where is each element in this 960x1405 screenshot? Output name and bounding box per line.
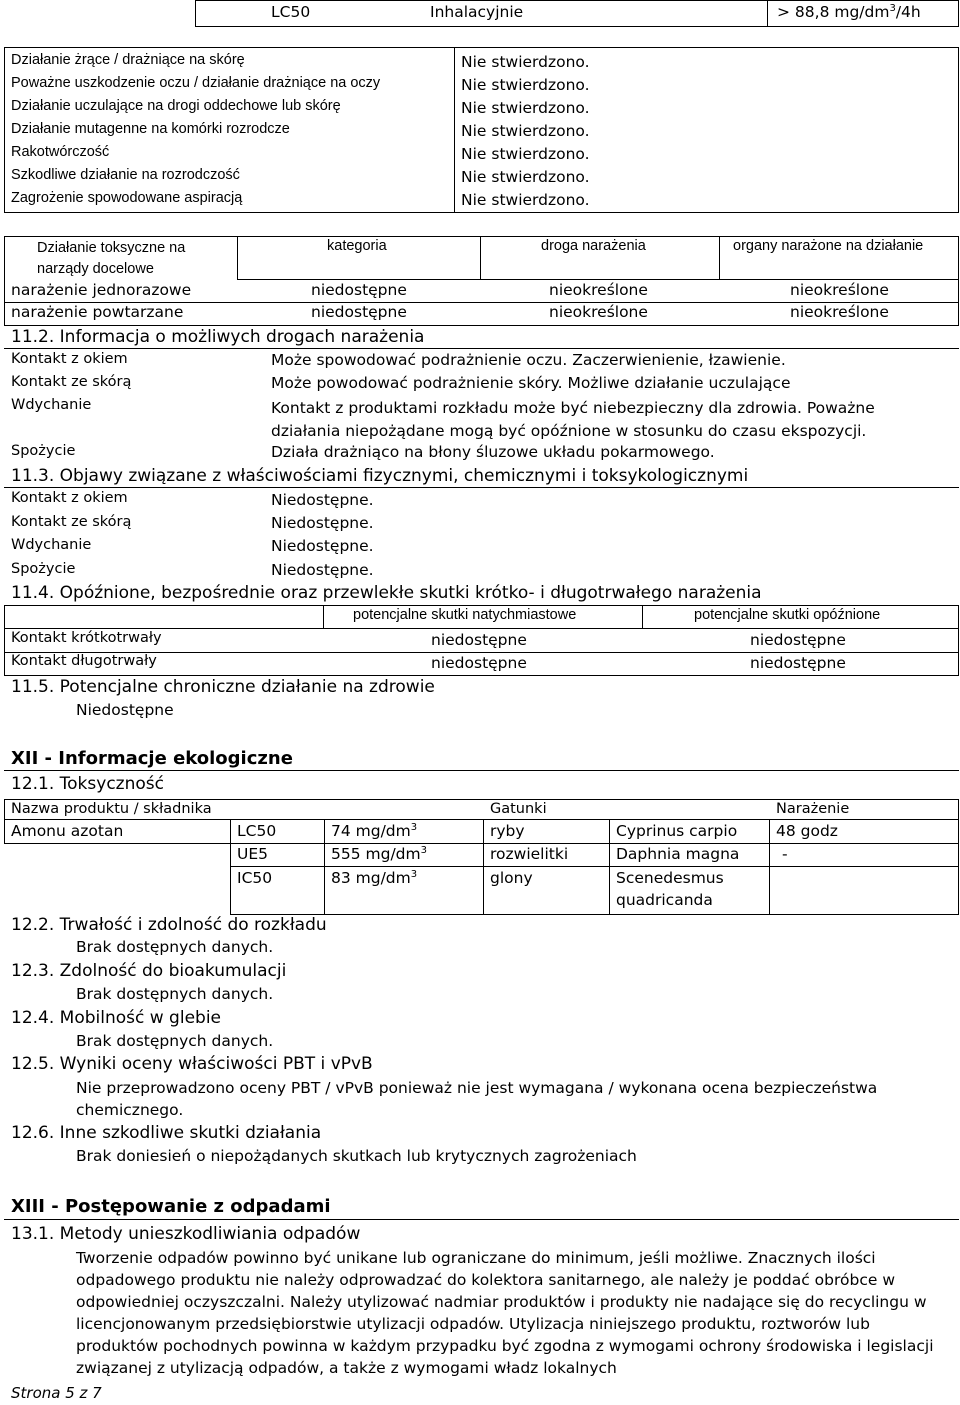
stot-row-repeated-category: niedostępne xyxy=(311,303,407,321)
stot-row-single-organs: nieokreślone xyxy=(790,281,889,299)
symptom-inhalation-value: Niedostępne. xyxy=(271,537,374,555)
stot-row-single-label: narażenie jednorazowe xyxy=(11,281,192,299)
symptom-eye-value: Niedostępne. xyxy=(271,491,374,509)
stot-header-category: kategoria xyxy=(327,238,387,254)
stot-row-single-category: niedostępne xyxy=(311,281,407,299)
delayed-effects-col-delayed: potencjalne skutki opóźnione xyxy=(694,607,881,623)
page-number: Strona 5 z 7 xyxy=(11,1384,102,1402)
exposure-inhalation-label: Wdychanie xyxy=(11,397,92,413)
header-metric: LC50 xyxy=(271,3,311,21)
exposure-ingestion-label: Spożycie xyxy=(11,443,76,459)
tox-row-daphnia-group: rozwielitki xyxy=(490,845,569,863)
stot-row-repeated-route: nieokreślone xyxy=(549,303,648,321)
exposure-skin-label: Kontakt ze skórą xyxy=(11,374,132,390)
tox-row-daphnia-exposure: - xyxy=(782,845,788,863)
hazard-row-label: Działanie żrące / drażniące na skórę xyxy=(11,52,245,68)
exposure-eye-value: Może spowodować podrażnienie oczu. Zaczerwienienie, łzawienie. xyxy=(271,351,786,369)
tox-header-exposure: Narażenie xyxy=(776,801,850,817)
hazard-row-label: Działanie mutagenne na komórki rozrodcze xyxy=(11,121,290,137)
tox-row-fish-group: ryby xyxy=(490,822,525,840)
tox-row-algae-metric: IC50 xyxy=(237,869,273,887)
tox-row-algae-value: 83 $mg/dm^3$ xyxy=(331,869,418,887)
hazard-row-value: Nie stwierdzono. xyxy=(461,76,590,94)
symptom-skin-value: Niedostępne. xyxy=(271,514,374,532)
section-12-5-title: 12.5. Wyniki oceny właściwości PBT i vPvB xyxy=(11,1054,373,1074)
header-value: > 88,8 $mg/dm^3/4h$ xyxy=(777,3,921,21)
exposure-eye-label: Kontakt z okiem xyxy=(11,351,128,367)
section-11-5-text: Niedostępne xyxy=(76,701,174,719)
symptom-ingestion-label: Spożycie xyxy=(11,561,76,577)
tox-row-daphnia-value: 555 $mg/dm^3$ xyxy=(331,845,427,863)
short-term-delayed: niedostępne xyxy=(750,631,846,649)
tox-row-algae-species-1: Scenedesmus xyxy=(616,869,724,887)
hazard-row-label: Szkodliwe działanie na rozrodczość xyxy=(11,167,240,183)
stot-row-single-route: nieokreślone xyxy=(549,281,648,299)
section-12-6-text: Brak doniesień o niepożądanych skutkach lub krytycznych zagrożeniach xyxy=(76,1147,637,1165)
long-term-label: Kontakt długotrwały xyxy=(11,653,157,669)
exposure-skin-value: Może powodować podrażnienie skóry. Możliwe działanie uczulające xyxy=(271,374,791,392)
section-12-2-title: 12.2. Trwałość i zdolność do rozkładu xyxy=(11,915,327,935)
long-term-immediate: niedostępne xyxy=(431,654,527,672)
tox-header-product: Nazwa produktu / składnika xyxy=(11,801,212,817)
symptom-skin-label: Kontakt ze skórą xyxy=(11,514,132,530)
tox-row-fish-metric: LC50 xyxy=(237,822,277,840)
stot-header-target-organs: Działanie toksyczne na narządy docelowe xyxy=(37,240,186,277)
section-11-5-title: 11.5. Potencjalne chroniczne działanie na zdrowie xyxy=(11,677,435,697)
section-12-3-title: 12.3. Zdolność do bioakumulacji xyxy=(11,961,287,981)
tox-header-species: Gatunki xyxy=(490,801,547,817)
hazard-row-label: Zagrożenie spowodowane aspiracją xyxy=(11,190,243,206)
stot-header-organs: organy narażone na działanie xyxy=(733,238,924,254)
long-term-delayed: niedostępne xyxy=(750,654,846,672)
exposure-inhalation-value: Kontakt z produktami rozkładu może być niebezpieczny dla zdrowia. Poważne działania niepożądane mogą być opóźnione w stosunku do czasu ekspozycji. xyxy=(271,399,875,440)
tox-row-algae-group: glony xyxy=(490,869,533,887)
stot-row-repeated-label: narażenie powtarzane xyxy=(11,303,184,321)
section-12-heading: XII - Informacje ekologiczne xyxy=(11,748,293,769)
section-12-3-text: Brak dostępnych danych. xyxy=(76,985,274,1003)
section-12-1-title: 12.1. Toksyczność xyxy=(11,774,164,794)
symptom-eye-label: Kontakt z okiem xyxy=(11,490,128,506)
delayed-effects-col-immediate: potencjalne skutki natychmiastowe xyxy=(353,607,577,623)
section-12-5-text: Nie przeprowadzono oceny PBT / vPvB ponieważ nie jest wymagana / wykonana ocena bezpieczeństwa chemicznego. xyxy=(76,1079,878,1119)
symptom-ingestion-value: Niedostępne. xyxy=(271,561,374,579)
section-11-2-title: 11.2. Informacja o możliwych drogach narażenia xyxy=(11,327,425,347)
short-term-label: Kontakt krótkotrwały xyxy=(11,630,162,646)
tox-row-fish-species: Cyprinus carpio xyxy=(616,822,738,840)
header-route: Inhalacyjnie xyxy=(430,3,524,21)
hazard-row-label: Działanie uczulające na drogi oddechowe lub skórę xyxy=(11,98,341,114)
tox-substance-name: Amonu azotan xyxy=(11,822,124,840)
hazard-row-value: Nie stwierdzono. xyxy=(461,122,590,140)
symptom-inhalation-label: Wdychanie xyxy=(11,537,92,553)
section-11-3-title: 11.3. Objawy związane z właściwościami fizycznymi, chemicznymi i toksykologicznymi xyxy=(11,466,749,486)
hazard-row-value: Nie stwierdzono. xyxy=(461,145,590,163)
short-term-immediate: niedostępne xyxy=(431,631,527,649)
hazard-row-value: Nie stwierdzono. xyxy=(461,168,590,186)
exposure-ingestion-value: Działa drażniąco na błony śluzowe układu pokarmowego. xyxy=(271,443,715,461)
stot-row-repeated-organs: nieokreślone xyxy=(790,303,889,321)
hazard-row-value: Nie stwierdzono. xyxy=(461,191,590,209)
tox-row-algae-species-2: quadricanda xyxy=(616,891,713,909)
section-13-1-text: Tworzenie odpadów powinno być unikane lub ograniczane do minimum, jeśli możliwe. Znacznych ilości odpadowego produktu nie należy odprowadzać do kolektora sanitarnego, ale należy je poddać obróbce w odpowiedniej oczyszczalni. Należy utylizować nadmiar produktów i produkty nie nadające się do recyclingu w licencjonowanym przedsiębiorstwie utylizacji odpadów. Utylizacja niniejszego produktu, roztworów lub produktów pochodnych powinna w każdym przypadku być zgodna z wymogami ochrony środowiska i legislacji związanej z utylizacją odpadów, a także z wymogami władz lokalnych xyxy=(76,1249,934,1377)
hazard-row-value: Nie stwierdzono. xyxy=(461,99,590,117)
hazard-row-label: Poważne uszkodzenie oczu / działanie drażniące na oczy xyxy=(11,75,381,91)
section-12-2-text: Brak dostępnych danych. xyxy=(76,938,274,956)
tox-row-daphnia-species: Daphnia magna xyxy=(616,845,740,863)
section-12-6-title: 12.6. Inne szkodliwe skutki działania xyxy=(11,1123,322,1143)
section-11-4-title: 11.4. Opóźnione, bezpośrednie oraz przewlekłe skutki krótko- i długotrwałego narażenia xyxy=(11,583,762,603)
tox-row-daphnia-metric: UE5 xyxy=(237,845,268,863)
hazard-row-value: Nie stwierdzono. xyxy=(461,53,590,71)
tox-row-fish-value: 74 $mg/dm^3$ xyxy=(331,822,418,840)
section-12-4-title: 12.4. Mobilność w glebie xyxy=(11,1008,222,1028)
section-13-heading: XIII - Postępowanie z odpadami xyxy=(11,1196,331,1217)
stot-header-route: droga narażenia xyxy=(541,238,646,254)
section-13-1-title: 13.1. Metody unieszkodliwiania odpadów xyxy=(11,1224,361,1244)
section-12-4-text: Brak dostępnych danych. xyxy=(76,1032,274,1050)
hazard-row-label: Rakotwórczość xyxy=(11,144,110,160)
tox-row-fish-exposure: 48 godz xyxy=(776,822,838,840)
